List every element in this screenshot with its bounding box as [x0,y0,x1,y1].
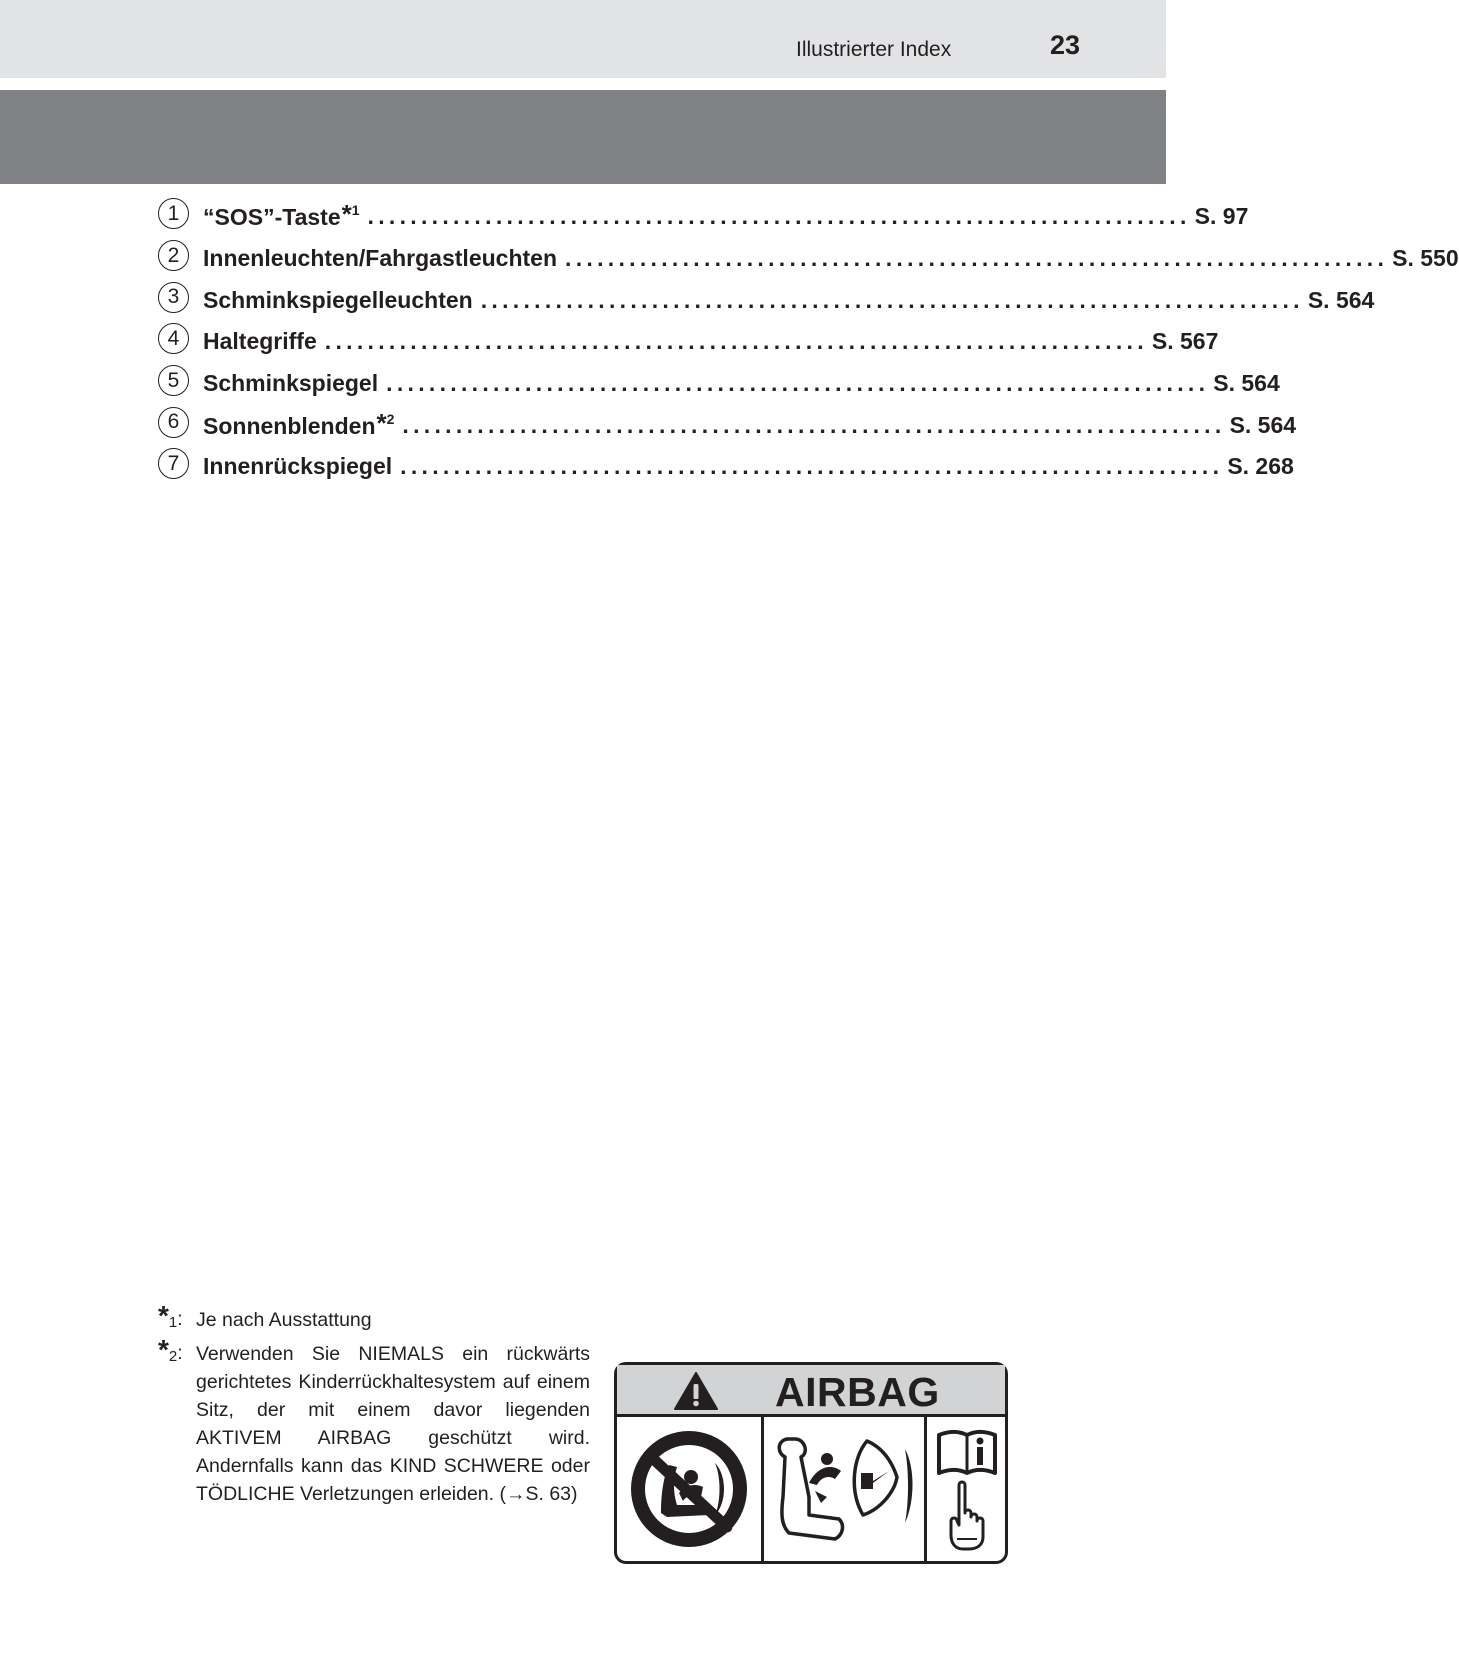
footnote-marker: *1: [158,1300,183,1331]
page-reference[interactable]: S. 97 [1194,203,1249,230]
entry-label: “SOS”-Taste [203,204,341,231]
no-rear-facing-child-seat-icon [627,1427,751,1551]
entry-number: 3 [158,282,189,313]
entry-label: Sonnenblenden [203,412,376,439]
entry-number: 5 [158,365,189,396]
page-reference[interactable]: S. 567 [1151,328,1219,355]
leader-dots: ............................................................................. [402,411,1226,438]
page-reference[interactable]: S. 564 [1229,411,1297,438]
leader-dots: ............................................................................. [480,286,1304,313]
page-number: 23 [1050,30,1081,60]
entry-label: Schminkspiegelleuchten [203,286,473,313]
entry-number: 2 [158,240,189,271]
entry-label: Haltegriffe [203,328,317,355]
warning-triangle-icon [673,1371,719,1411]
footnote-star: * [341,199,352,230]
index-entry[interactable] [158,196,1249,238]
index-entry[interactable] [158,404,1297,446]
index-entry[interactable] [158,446,1294,488]
footnotes [158,1300,590,1508]
index-entry[interactable] [158,363,1280,405]
section-title: Illustrierter Index [796,38,952,61]
entry-number: 6 [158,407,189,438]
index-entry[interactable] [158,238,1459,280]
footnote [158,1334,590,1508]
page-reference[interactable]: S. 564 [1307,286,1375,313]
page-reference[interactable]: S. 268 [1227,453,1294,480]
footnote-text: Verwenden Sie NIEMALS ein rückwärts gerichtetes Kinderrückhaltesystem auf einem Sitz, der mit einem davor liegenden AKTIVEM AIRBAG geschützt wird. Andernfalls kann das KIND SCHWERE oder TÖDLICHE Verletzungen erleiden. (→S. 63) [196,1343,590,1505]
divider [761,1417,764,1561]
index-entry[interactable] [158,321,1219,363]
entry-number: 7 [158,448,189,479]
entry-label: Innenrückspiegel [203,453,393,480]
page-reference[interactable]: S. 564 [1213,370,1280,397]
leader-dots: ............................................................................. [386,370,1210,397]
airbag-title: AIRBAG [775,1369,940,1415]
page-reference[interactable]: S. 550 [1392,245,1459,272]
divider [924,1417,927,1561]
footnote-ref: 2 [386,410,395,427]
airbag-pictograms [617,1417,1005,1561]
footnote-star: * [376,407,387,438]
entry-number: 4 [158,323,189,354]
leader-dots: ............................................................................. [565,245,1389,272]
footnote [158,1300,590,1334]
footnote-marker: *2: [158,1334,183,1365]
entry-number: 1 [158,198,189,229]
footnote-text: Je nach Ausstattung [196,1309,372,1331]
index-list [158,196,1459,488]
footnote-ref: 1 [351,202,360,219]
page-header-band [0,0,1166,78]
leader-dots: ............................................................................. [367,203,1191,230]
leader-dots: ............................................................................. [324,328,1148,355]
entry-label: Schminkspiegel [203,370,379,397]
header-bar [0,90,1166,184]
read-manual-icon [933,1425,1001,1555]
airbag-label-header [617,1365,1005,1417]
leader-dots: ............................................................................. [400,453,1224,480]
index-entry[interactable] [158,279,1375,321]
entry-label: Innenleuchten/Fahrgastleuchten [203,245,557,272]
airbag-warning-label [614,1362,1008,1564]
airbag-deploy-seat-icon [769,1427,917,1551]
